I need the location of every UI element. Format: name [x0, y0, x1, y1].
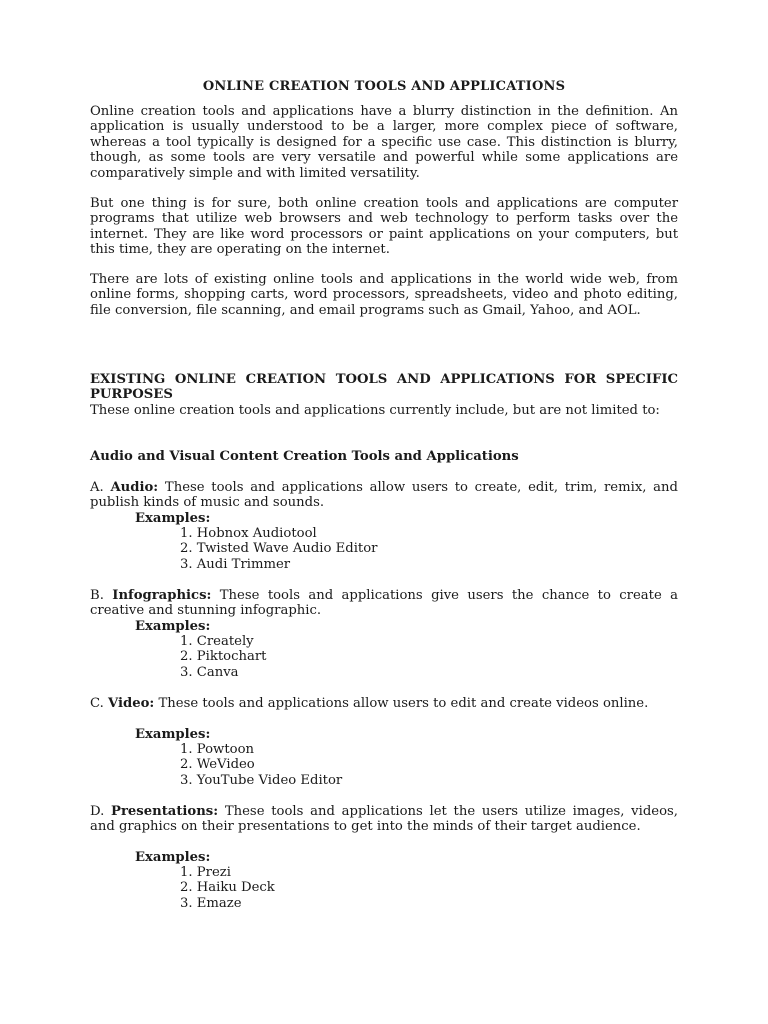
category-letter: A.	[90, 480, 104, 495]
examples-list-video	[180, 742, 342, 788]
list-item: 2. Piktochart	[180, 649, 267, 665]
category-letter: C.	[90, 696, 104, 711]
category-name: Infographics:	[112, 588, 212, 603]
section-subheading: Audio and Visual Content Creation Tools and Applications	[90, 449, 519, 464]
list-item: 1. Creately	[180, 634, 254, 649]
page-title: ONLINE CREATION TOOLS AND APPLICATIONS	[202, 79, 566, 94]
examples-label: Examples:	[135, 619, 211, 634]
examples-list-audio	[180, 526, 377, 572]
category-name: Video:	[108, 696, 155, 711]
list-item: 3. Emaze	[180, 895, 242, 911]
list-item: 3. Canva	[180, 664, 239, 680]
category-description: These tools and applications allow users to edit and create videos online.	[158, 696, 649, 711]
list-item: 1. Prezi	[180, 865, 231, 880]
list-item: 2. Haiku Deck	[180, 880, 275, 896]
category-name: Presentations:	[111, 804, 219, 819]
category-description: These tools and applications let the users utilize images, videos, and graphics on their presentations to get into the minds of their target audience.	[90, 804, 678, 835]
examples-label: Examples:	[135, 850, 211, 865]
list-item: 3. Audi Trimmer	[180, 556, 291, 572]
category-presentations	[90, 804, 678, 835]
category-name: Audio:	[110, 480, 159, 495]
category-infographics	[90, 588, 678, 619]
list-item: 2. Twisted Wave Audio Editor	[180, 541, 378, 557]
list-item: 1. Hobnox Audiotool	[180, 526, 317, 541]
examples-label: Examples:	[135, 511, 211, 526]
category-audio	[90, 480, 678, 511]
examples-list-infographics	[180, 634, 266, 680]
list-item: 2. WeVideo	[180, 757, 255, 773]
category-video	[90, 696, 678, 711]
examples-list-presentations	[180, 865, 275, 911]
category-letter: D.	[90, 804, 105, 819]
list-item: 3. YouTube Video Editor	[180, 772, 343, 788]
category-description: These tools and applications allow users to create, edit, trim, remix, and publish kinds of music and sounds.	[90, 480, 678, 511]
examples-paragraph: There are lots of existing online tools and applications in the world wide web, from online forms, shopping carts, word processors, spreadsheets, video and photo editing, file conversion, file scanning, and email programs such as Gmail, Yahoo, and AOL.	[90, 272, 678, 318]
section-heading: EXISTING ONLINE CREATION TOOLS AND APPLICATIONS FOR SPECIFIC PURPOSES	[90, 372, 678, 403]
list-item: 1. Powtoon	[180, 742, 255, 757]
examples-label: Examples:	[135, 727, 211, 742]
definition-paragraph: But one thing is for sure, both online creation tools and applications are computer programs that utilize web browsers and web technology to perform tasks over the internet. They are like word processors or paint applications on your computers, but this time, they are operating on the internet.	[90, 196, 678, 258]
section-intro: These online creation tools and applications currently include, but are not limited to:	[90, 403, 660, 418]
category-letter: B.	[90, 588, 104, 603]
intro-paragraph: Online creation tools and applications have a blurry distinction in the definition. An application is usually understood to be a larger, more complex piece of software, whereas a tool typically is designed for a specific use case. This distinction is blurry, though, as some tools are very versatile and powerful while some applications are comparatively simple and with limited versatility.	[90, 104, 678, 181]
category-description: These tools and applications give users the chance to create a creative and stunning infographic.	[90, 588, 678, 619]
